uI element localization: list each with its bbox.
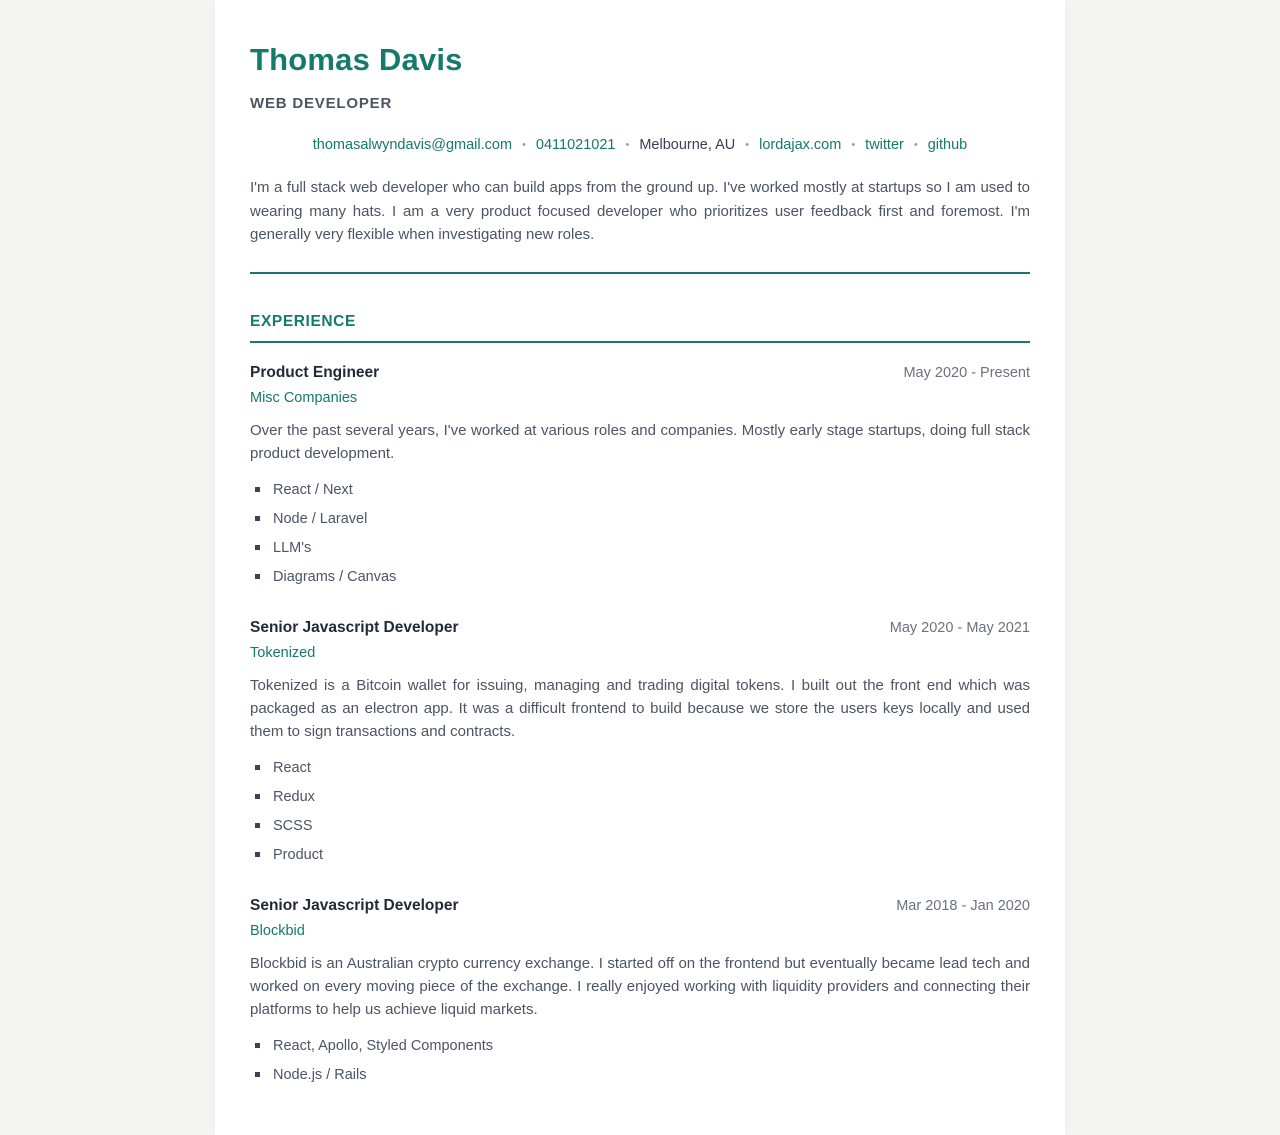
company-link[interactable]: Tokenized xyxy=(250,644,316,661)
job-description: Blockbid is an Australian crypto currency exchange. I started off on the frontend but eventually became lead tech and worked on every moving piece of the exchange. I really enjoyed working with liquidity providers and connecting their platforms to help us achieve liquid markets. xyxy=(250,954,1030,1018)
highlight-item: React, Apollo, Styled Components xyxy=(250,1037,1030,1055)
highlight-item: Diagrams / Canvas xyxy=(250,568,1030,586)
section-divider xyxy=(250,341,1030,343)
contact-email[interactable]: thomasalwyndavis@gmail.com xyxy=(312,137,513,153)
resume-headline: WEB DEVELOPER xyxy=(250,95,393,112)
job-highlights xyxy=(250,1037,1030,1084)
company-link[interactable]: Blockbid xyxy=(250,922,305,939)
job-title: Senior Javascript Developer xyxy=(250,896,459,914)
contact-row xyxy=(250,137,1030,153)
job-header xyxy=(250,364,1030,382)
job-description: Tokenized is a Bitcoin wallet for issuing, managing and trading digital tokens. I built out the front end which was packaged as an electron app. It was a difficult frontend to build because we store the users keys locally and used them to sign transactions and contracts. xyxy=(250,676,1030,740)
contact-website[interactable]: lordajax.com xyxy=(759,137,842,153)
contact-separator: • xyxy=(851,139,856,151)
job-entry xyxy=(250,619,1030,864)
company-link[interactable]: Misc Companies xyxy=(250,389,358,406)
job-title: Product Engineer xyxy=(250,363,380,381)
contact-separator: • xyxy=(522,139,526,151)
resume-name: Thomas Davis xyxy=(250,42,463,77)
job-highlights xyxy=(250,481,1030,586)
job-header xyxy=(250,897,1030,915)
contact-phone[interactable]: 0411021021 xyxy=(535,137,616,153)
job-entry xyxy=(250,364,1030,586)
section-heading-experience: EXPERIENCE xyxy=(250,312,356,330)
resume-card xyxy=(215,0,1065,1135)
divider xyxy=(250,272,1030,274)
job-dates: Mar 2018 - Jan 2020 xyxy=(896,897,1030,914)
highlight-item: Node.js / Rails xyxy=(250,1066,1030,1084)
job-highlights xyxy=(250,759,1030,864)
contact-separator: • xyxy=(913,139,918,151)
summary-text: I'm a full stack web developer who can build apps from the ground up. I've worked mostly at startups so I am used to wearing many hats. I am a very product focused developer who prioritizes user feedback first and foremost. I'm generally very flexible when investigating new roles. xyxy=(250,179,1030,243)
job-dates: May 2020 - Present xyxy=(903,364,1030,381)
contact-location: Melbourne, AU xyxy=(639,137,736,153)
highlight-item: Redux xyxy=(250,788,1030,806)
contact-separator: • xyxy=(625,139,630,151)
contact-twitter[interactable]: twitter xyxy=(865,137,904,153)
job-dates: May 2020 - May 2021 xyxy=(889,619,1030,636)
highlight-item: SCSS xyxy=(250,817,1030,835)
job-title: Senior Javascript Developer xyxy=(250,618,459,636)
job-description: Over the past several years, I've worked at various roles and companies. Mostly early stage startups, doing full stack product development. xyxy=(250,421,1030,462)
contact-separator: • xyxy=(745,139,750,151)
job-entry xyxy=(250,897,1030,1084)
highlight-item: Node / Laravel xyxy=(250,510,1030,528)
contact-github[interactable]: github xyxy=(927,137,968,153)
highlight-item: React xyxy=(250,759,1030,777)
job-header xyxy=(250,619,1030,637)
highlight-item: Product xyxy=(250,846,1030,864)
highlight-item: LLM's xyxy=(250,539,1030,557)
highlight-item: React / Next xyxy=(250,481,1030,499)
